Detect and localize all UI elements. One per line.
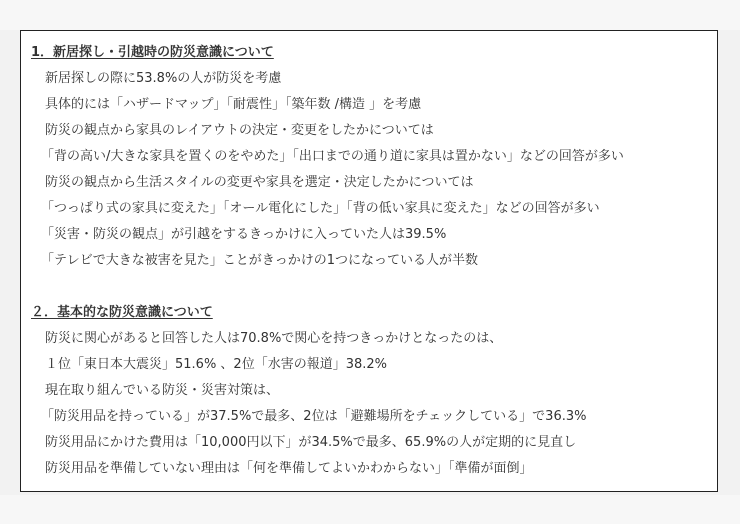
section1-line-3: 防災の観点から家具のレイアウトの決定・変更をしたかについては (45, 123, 434, 138)
section1-line-1: 新居探しの際に53.8%の人が防災を考慮 (45, 71, 282, 86)
section1-line-6: 「つっぱり式の家具に変えた」「オール電化にした」「背の低い家具に変えた」などの回答が多い (41, 201, 600, 216)
section2-line-1: 防災に関心があると回答した人は70.8%で関心を持つきっかけとなったのは、 (45, 331, 503, 346)
section1-line-2: 具体的には「ハザードマップ」「耐震性」「築年数 /構造 」を考慮 (45, 97, 422, 112)
section1-line-7: 「災害・防災の観点」が引越をするきっかけに入っていた人は39.5% (41, 227, 447, 242)
top-band (0, 0, 740, 30)
section1-line-8: 「テレビで大きな被害を見た」ことがきっかけの1つになっている人が半数 (41, 253, 479, 268)
section2-line-2: １位「東日本大震災」51.6% 、2位「水害の報道」38.2% (45, 357, 387, 372)
section1-title: 1．新居探し・引越時の防災意識について (31, 45, 274, 60)
section2-line-5: 防災用品にかけた費用は「10,000円以下」が34.5%で最多、65.9%の人が定期的に見直し (45, 435, 577, 450)
section1-line-4: 「背の高い/大きな家具を置くのをやめた」「出口までの通り道に家具は置かない」などの回答が多い (41, 149, 624, 164)
summary-card (20, 30, 718, 492)
section1-line-5: 防災の観点から生活スタイルの変更や家具を選定・決定したかについては (45, 175, 474, 190)
bottom-band (0, 495, 740, 524)
section2-line-6: 防災用品を準備していない理由は「何を準備してよいかわからない」「準備が面倒」 (45, 461, 533, 476)
section2-line-4: 「防災用品を持っている」が37.5%で最多、2位は「避難場所をチェックしている」で36.3% (41, 409, 587, 424)
section2-line-3: 現在取り組んでいる防災・災害対策は、 (45, 383, 280, 398)
section2-title: ２．基本的な防災意識について (31, 305, 213, 320)
